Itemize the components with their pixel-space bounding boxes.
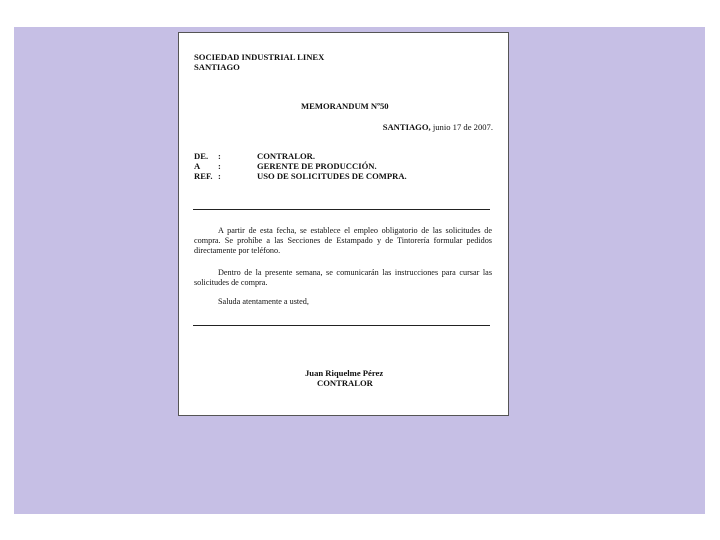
memorandum-page bbox=[178, 32, 509, 416]
header-colon: : bbox=[218, 161, 221, 171]
body-paragraph-1: A partir de esta fecha, se establece el empleo obligatorio de las solicitudes de compra. Se prohíbe a las Secciones de Estampado y de Tintorería formular pedidos directamente por teléfono. bbox=[194, 226, 492, 255]
date: junio 17 de 2007. bbox=[432, 122, 493, 132]
header-value: GERENTE DE PRODUCCIÓN. bbox=[257, 161, 377, 171]
memo-title: MEMORANDUM Nº50 bbox=[301, 101, 389, 111]
header-key: DE. bbox=[194, 151, 209, 161]
header-value: USO DE SOLICITUDES DE COMPRA. bbox=[257, 171, 407, 181]
divider-bottom bbox=[193, 325, 490, 326]
place-date bbox=[383, 122, 493, 132]
company-city: SANTIAGO bbox=[194, 62, 240, 72]
header-key: A bbox=[194, 161, 201, 171]
company-header bbox=[194, 52, 324, 72]
company-name: SOCIEDAD INDUSTRIAL LINEX bbox=[194, 52, 325, 62]
header-value: CONTRALOR. bbox=[257, 151, 316, 161]
header-colon: : bbox=[218, 151, 221, 161]
signature-title: CONTRALOR bbox=[317, 378, 373, 388]
place: SANTIAGO, bbox=[382, 122, 431, 132]
body-paragraph-2: Dentro de la presente semana, se comunicarán las instrucciones para cursar las solicitudes de compra. bbox=[194, 268, 492, 287]
header-key: REF. bbox=[194, 171, 213, 181]
closing-line: Saluda atentamente a usted, bbox=[218, 297, 309, 306]
signature-name: Juan Riquelme Pérez bbox=[305, 368, 384, 378]
header-colon: : bbox=[218, 171, 221, 181]
divider-top bbox=[193, 209, 490, 210]
